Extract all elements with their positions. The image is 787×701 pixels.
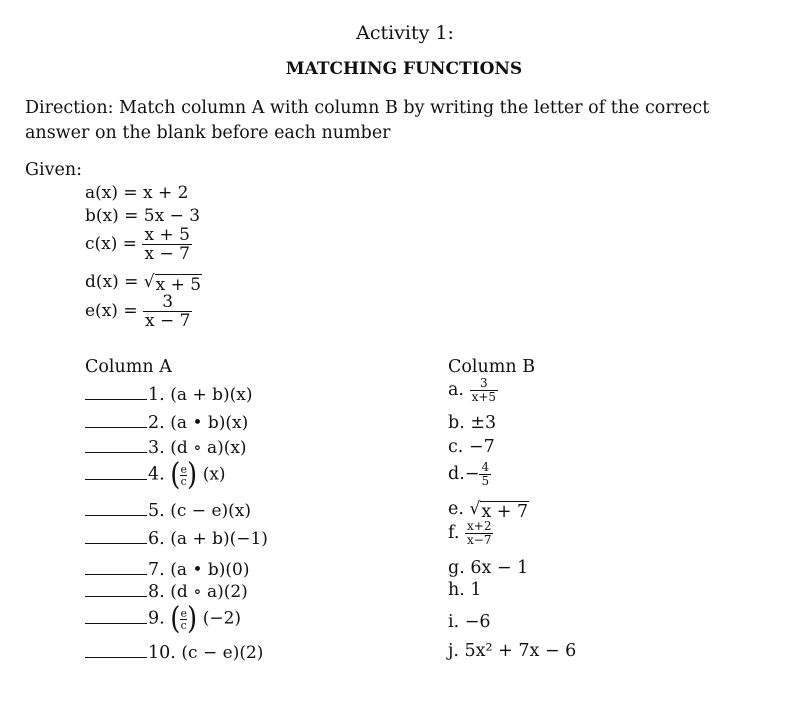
choice-letter: a.: [448, 380, 464, 400]
given-d: [85, 272, 202, 295]
choice-a-denominator: x+5: [471, 390, 497, 404]
given-c-numerator: x + 5: [144, 225, 190, 245]
column-a-item: [85, 383, 252, 405]
column-a-item: [85, 457, 226, 493]
column-b-item-d: [448, 461, 491, 488]
direction-text: Direction: Match column A with column B by writing the letter of the correct answer on the blank before each number: [25, 98, 710, 143]
item-argument: (−2): [202, 608, 242, 629]
given-d-lhs: d(x) =: [85, 272, 139, 292]
choice-d-fraction: [479, 461, 491, 488]
given-d-radicand: x + 5: [155, 275, 202, 295]
item-argument: (x): [202, 464, 226, 485]
answer-blank[interactable]: [85, 641, 147, 658]
activity-title: Activity 1:: [356, 22, 454, 44]
answer-blank[interactable]: [85, 436, 147, 453]
answer-blank[interactable]: [85, 411, 147, 428]
right-paren: ): [186, 457, 198, 493]
column-a-item: [85, 411, 248, 433]
answer-blank[interactable]: [85, 607, 147, 624]
left-paren: (: [170, 601, 181, 637]
column-a-item: [85, 601, 242, 637]
item-number: 4.: [148, 464, 165, 485]
item-number: 5.: [148, 501, 165, 521]
item-number: 9.: [148, 608, 165, 629]
choice-letter: d.−: [448, 464, 480, 484]
column-b-item-j: j. 5x² + 7x − 6: [448, 641, 577, 661]
given-e-numerator: 3: [162, 292, 174, 312]
given-e-lhs: e(x) =: [85, 301, 138, 321]
choice-f-numerator: x+2: [467, 519, 492, 533]
answer-blank[interactable]: [85, 558, 147, 575]
answer-blank[interactable]: [85, 580, 147, 597]
item-number: 1.: [148, 385, 165, 405]
answer-blank[interactable]: [85, 499, 147, 516]
column-b-header: Column B: [448, 357, 536, 377]
choice-e-radicand: x + 7: [481, 502, 529, 522]
left-paren: (: [170, 457, 181, 493]
item-fraction-denominator: c: [180, 474, 187, 488]
item-number: 6.: [148, 529, 165, 549]
given-c-lhs: c(x) =: [85, 234, 138, 254]
item-expression: (a • b)(x): [170, 413, 249, 433]
given-b: b(x) = 5x − 3: [85, 206, 201, 226]
answer-blank[interactable]: [85, 383, 147, 400]
given-c-denominator: x − 7: [144, 244, 190, 264]
column-a-item: [85, 641, 263, 663]
choice-d-numerator: 4: [481, 460, 490, 474]
choice-f-denominator: x−7: [467, 533, 492, 547]
column-a-item: [85, 527, 268, 549]
sqrt-icon: √: [143, 272, 155, 292]
item-expression: (a + b)(−1): [170, 529, 268, 549]
choice-letter: f.: [448, 523, 460, 543]
column-a-item: [85, 580, 248, 602]
given-a: a(x) = x + 2: [85, 183, 189, 203]
item-number: 8.: [148, 582, 165, 602]
column-b-item-a: [448, 377, 498, 404]
column-a-item: [85, 499, 251, 521]
item-fraction-numerator: e: [180, 462, 187, 476]
answer-blank[interactable]: [85, 527, 147, 544]
column-b-item-f: [448, 520, 493, 547]
column-b-item-b: b. ±3: [448, 413, 497, 433]
sqrt-icon: √: [469, 499, 481, 519]
item-expression: (c − e)(2): [181, 643, 264, 663]
choice-a-numerator: 3: [479, 376, 488, 390]
given-e: [85, 293, 192, 330]
item-number: 2.: [148, 413, 165, 433]
column-b-item-c: c. −7: [448, 437, 495, 457]
item-number: 10.: [148, 643, 176, 663]
column-b-item-g: g. 6x − 1: [448, 558, 529, 578]
item-expression: (c − e)(x): [170, 501, 252, 521]
item-fraction-denominator: c: [180, 618, 187, 632]
choice-d-denominator: 5: [481, 474, 490, 488]
choice-a-fraction: [470, 377, 498, 404]
column-a-item: [85, 436, 247, 458]
column-b-item-h: h. 1: [448, 580, 482, 600]
choice-f-fraction: [465, 520, 493, 547]
column-a-item: [85, 558, 249, 580]
given-e-fraction: [143, 293, 192, 330]
given-c: [85, 226, 192, 263]
item-expression: (a • b)(0): [170, 560, 250, 580]
item-expression: (d ∘ a)(2): [170, 582, 248, 602]
activity-heading: MATCHING FUNCTIONS: [285, 59, 523, 79]
given-label: Given:: [25, 160, 82, 180]
choice-letter: e.: [448, 499, 464, 519]
column-b-item-i: i. −6: [448, 612, 491, 632]
item-number: 3.: [148, 438, 165, 458]
answer-blank[interactable]: [85, 463, 147, 480]
right-paren: ): [186, 601, 198, 637]
item-expression: (a + b)(x): [170, 385, 253, 405]
item-number: 7.: [148, 560, 165, 580]
given-e-denominator: x − 7: [144, 311, 191, 331]
given-c-fraction: [142, 226, 191, 263]
column-a-header: Column A: [85, 357, 172, 377]
item-fraction-numerator: e: [180, 606, 187, 620]
item-expression: (d ∘ a)(x): [170, 438, 247, 458]
